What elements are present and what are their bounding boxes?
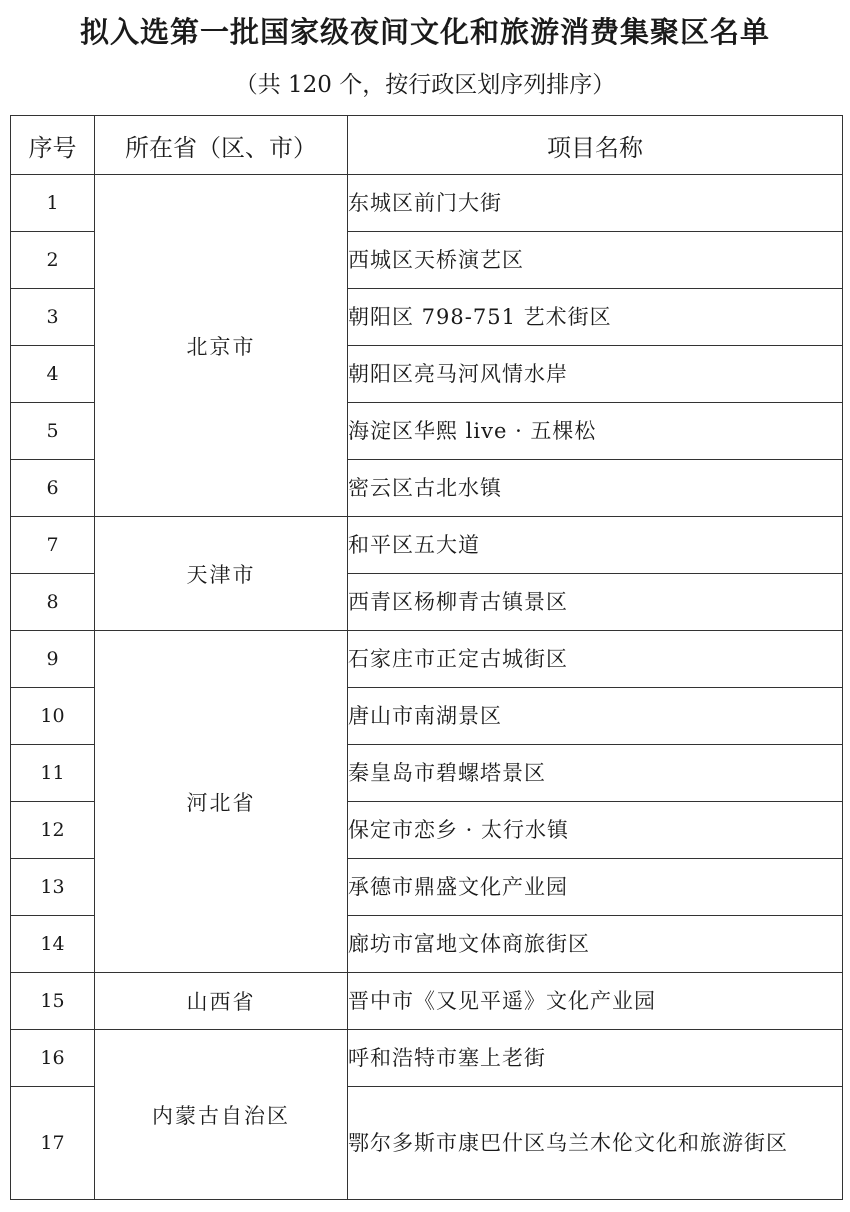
project-name: 东城区前门大街 (348, 175, 843, 232)
project-name: 海淀区华熙 live · 五棵松 (348, 403, 843, 460)
project-name: 西城区天桥演艺区 (348, 232, 843, 289)
province-cell: 天津市 (95, 517, 348, 631)
table-row (11, 1030, 843, 1087)
document-title: 拟入选第一批国家级夜间文化和旅游消费集聚区名单 (79, 15, 770, 49)
header-province: 所在省（区、市） (95, 116, 348, 175)
row-number: 11 (11, 745, 95, 802)
project-name: 朝阳区亮马河风情水岸 (348, 346, 843, 403)
row-number: 12 (11, 802, 95, 859)
project-name: 唐山市南湖景区 (348, 688, 843, 745)
row-number: 10 (11, 688, 95, 745)
row-number: 6 (11, 460, 95, 517)
project-name: 呼和浩特市塞上老街 (348, 1030, 843, 1087)
header-project-name: 项目名称 (348, 116, 843, 175)
project-name: 保定市恋乡 · 太行水镇 (348, 802, 843, 859)
table-header-row (11, 116, 843, 175)
district-list-table (10, 115, 843, 1200)
row-number: 4 (11, 346, 95, 403)
project-name: 密云区古北水镇 (348, 460, 843, 517)
row-number: 13 (11, 859, 95, 916)
province-cell: 北京市 (95, 175, 348, 517)
row-number: 2 (11, 232, 95, 289)
row-number: 17 (11, 1087, 95, 1200)
document-subtitle: （共 120 个，按行政区划序列排序） (234, 72, 616, 98)
project-name: 承德市鼎盛文化产业园 (348, 859, 843, 916)
row-number: 16 (11, 1030, 95, 1087)
province-cell: 山西省 (95, 973, 348, 1030)
table-row (11, 631, 843, 688)
project-name: 和平区五大道 (348, 517, 843, 574)
row-number: 8 (11, 574, 95, 631)
project-name: 朝阳区 798-751 艺术街区 (348, 289, 843, 346)
row-number: 9 (11, 631, 95, 688)
row-number: 15 (11, 973, 95, 1030)
row-number: 3 (11, 289, 95, 346)
row-number: 1 (11, 175, 95, 232)
project-name: 西青区杨柳青古镇景区 (348, 574, 843, 631)
project-name: 廊坊市富地文体商旅街区 (348, 916, 843, 973)
province-cell: 内蒙古自治区 (95, 1030, 348, 1200)
project-name: 石家庄市正定古城街区 (348, 631, 843, 688)
row-number: 7 (11, 517, 95, 574)
project-name: 鄂尔多斯市康巴什区乌兰木伦文化和旅游街区 (348, 1087, 843, 1200)
table-row (11, 973, 843, 1030)
table-row (11, 517, 843, 574)
row-number: 14 (11, 916, 95, 973)
table-row (11, 175, 843, 232)
project-name: 晋中市《又见平遥》文化产业园 (348, 973, 843, 1030)
header-serial-number: 序号 (11, 116, 95, 175)
province-cell: 河北省 (95, 631, 348, 973)
project-name: 秦皇岛市碧螺塔景区 (348, 745, 843, 802)
row-number: 5 (11, 403, 95, 460)
